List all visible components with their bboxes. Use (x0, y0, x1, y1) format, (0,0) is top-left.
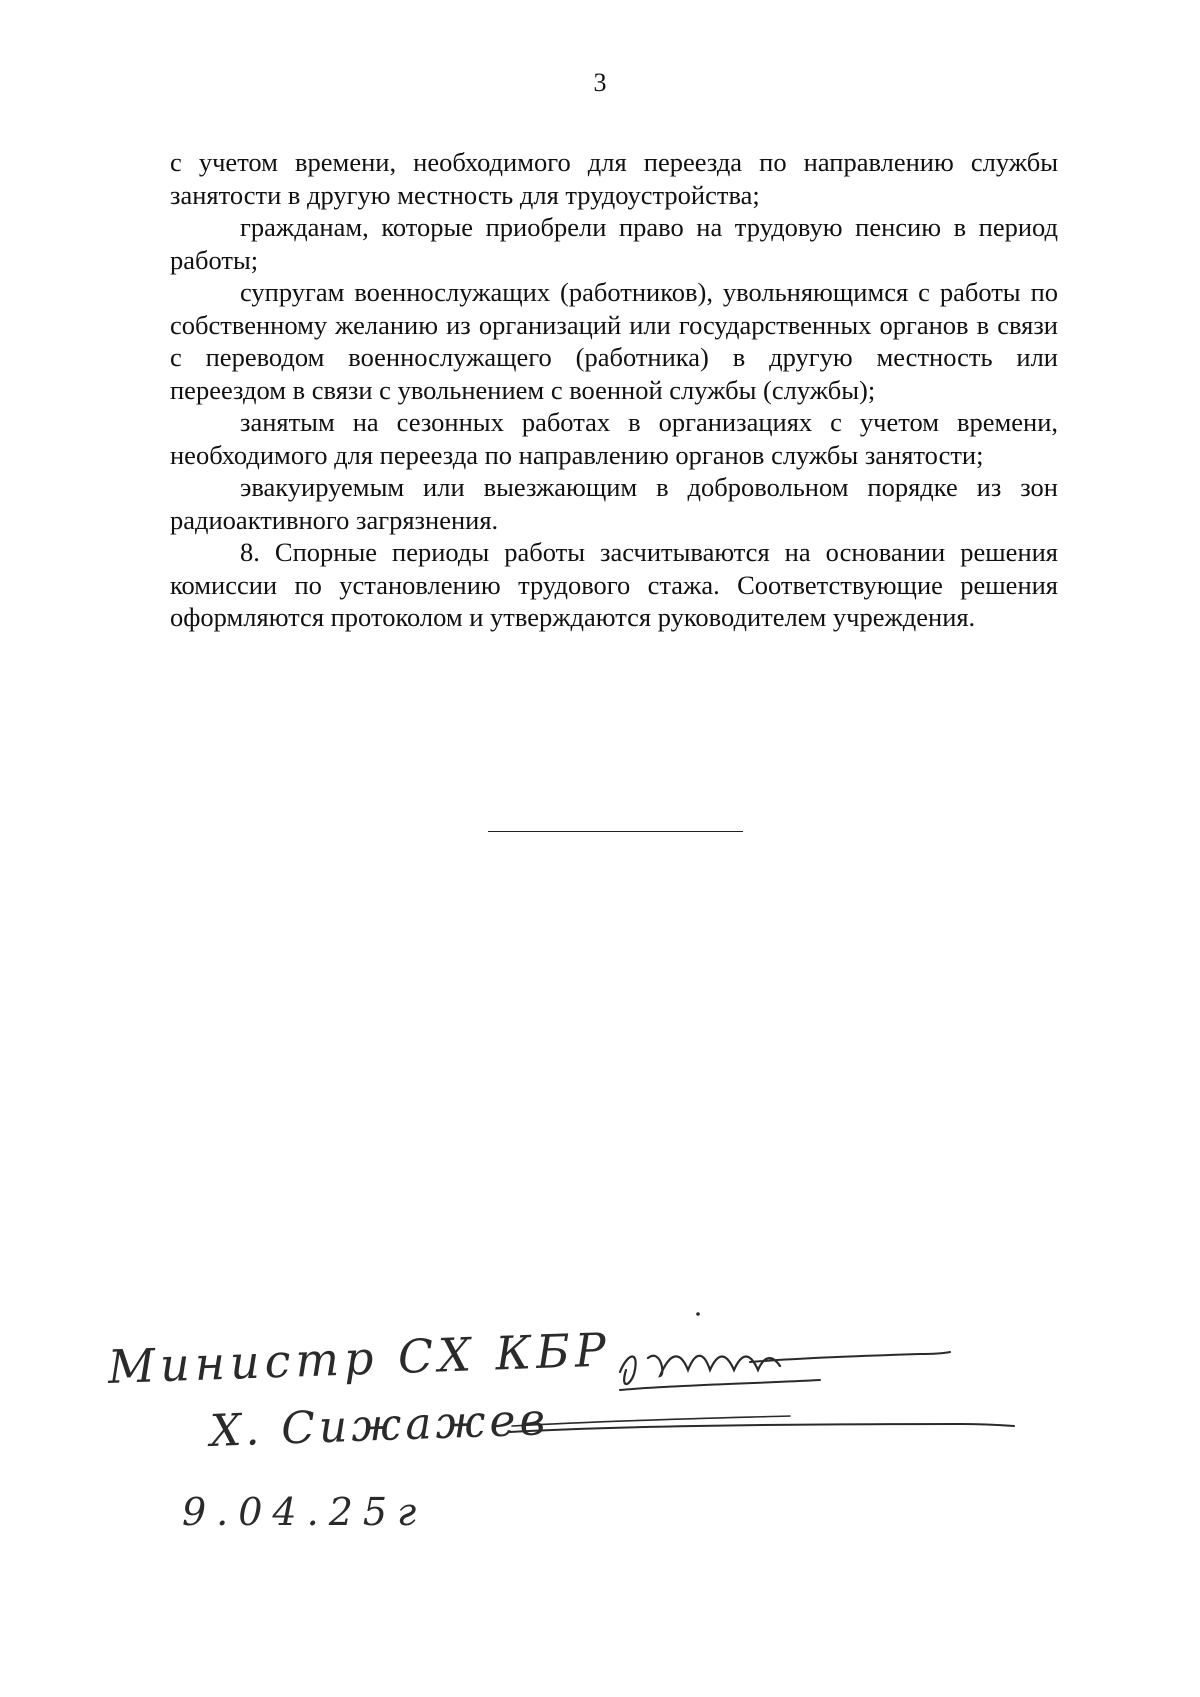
handwritten-signature-block (100, 1300, 1100, 1550)
paragraph-5: эвакуируемым или выезжающим в добровольном порядке из зон радиоактивного загрязнения. (170, 472, 1058, 535)
page-number: 3 (593, 68, 607, 97)
paragraph-6: 8. Спорные периоды работы засчитываются на основании решения комиссии по установлению трудового стажа. Соответствующие решения оформляются протоколом и утверждаются руководителем учреждения. (170, 537, 1058, 632)
handwritten-name: Х. Сижажев (209, 1394, 550, 1457)
paragraph-4: занятым на сезонных работах в организациях с учетом времени, необходимого для переезда по направлению органов службы занятости; (170, 407, 1058, 470)
signature-strokes (100, 1300, 1100, 1550)
signature-scribble (620, 1356, 780, 1384)
paragraph-1: с учетом времени, необходимого для переезда по направлению службы занятости в другую местность для трудоустройства; (170, 147, 1058, 210)
document-body (170, 146, 1058, 634)
paragraph-3: супругам военнослужащих (работников), увольняющимся с работы по собственному желанию из организаций или государственных органов в связи с переводом военнослужащего (работника) в другую местность или переездом в связи с увольнением с военной службы (службы); (170, 277, 1058, 405)
handwritten-date: 9.04.25г (182, 1490, 427, 1534)
end-of-text-divider (488, 831, 743, 832)
signature-underline-long (510, 1424, 1014, 1432)
handwritten-title: Министр СХ КБР (107, 1322, 612, 1394)
paragraph-2: гражданам, которые приобрели право на трудовую пенсию в период работы; (170, 212, 1058, 275)
signature-flourish (750, 1352, 950, 1362)
signature-underline-short (620, 1380, 820, 1390)
signature-dot (696, 1312, 700, 1316)
